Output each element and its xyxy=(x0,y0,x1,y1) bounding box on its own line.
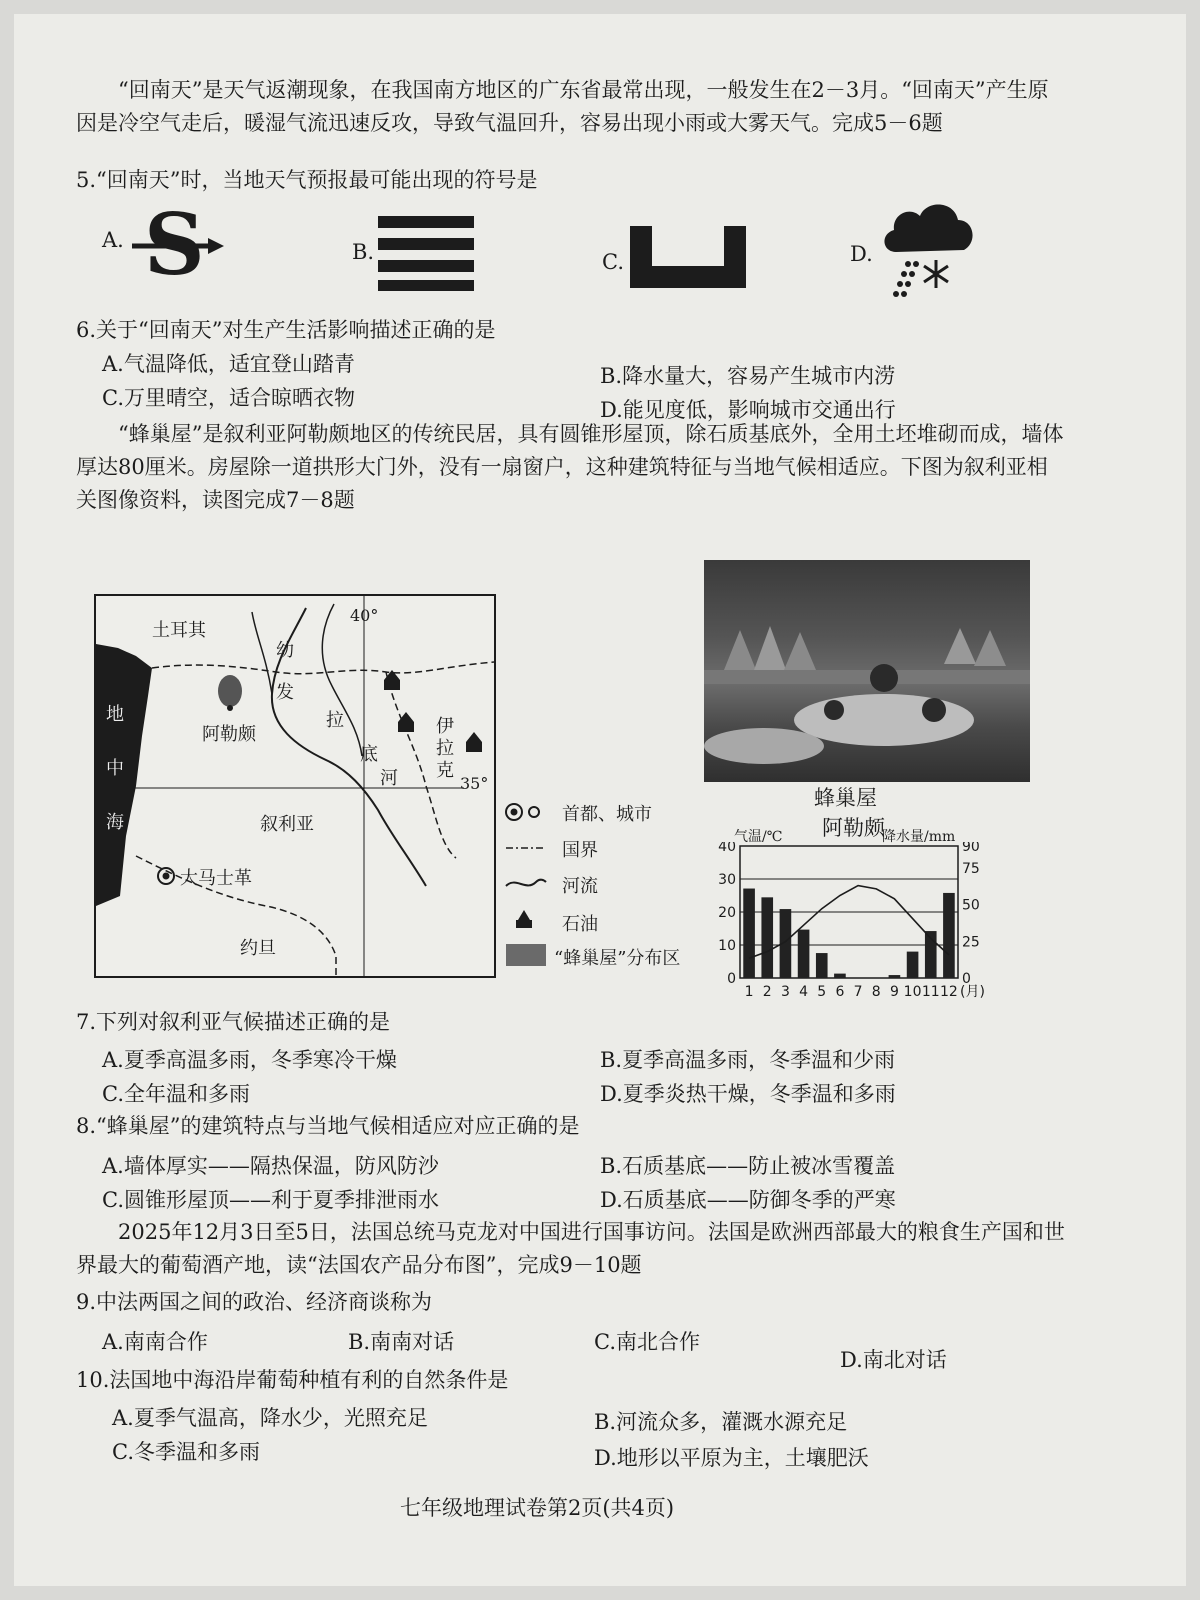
q10-option-b: B.河流众多，灌溉水源充足 xyxy=(594,1410,848,1434)
q8-option-c: C.圆锥形屋顶——利于夏季排泄雨水 xyxy=(102,1188,439,1212)
label-euphrates-1: 幼 xyxy=(276,640,294,661)
precip-bar xyxy=(907,952,919,978)
y-tick-label: 0 xyxy=(727,971,736,987)
q8-option-d: D.石质基底——防御冬季的严寒 xyxy=(600,1188,896,1212)
legend-oil: 石油 xyxy=(562,914,598,935)
y2-tick-label: 0 xyxy=(962,971,971,987)
precip-bar xyxy=(834,974,846,978)
q6-option-d: D.能见度低，影响城市交通出行 xyxy=(600,398,896,422)
label-med-sea-2: 中 xyxy=(106,758,124,779)
label-euphrates-5: 河 xyxy=(380,768,398,789)
exam-page xyxy=(14,14,1186,1586)
q10-option-a: A.夏季气温高，降水少，光照充足 xyxy=(112,1406,428,1430)
x-tick-label: 2 xyxy=(762,984,772,1000)
y2-tick-label: 50 xyxy=(962,897,980,914)
q8-option-b: B.石质基底——防止被冰雪覆盖 xyxy=(600,1154,896,1178)
q10-stem: 10.法国地中海沿岸葡萄种植有利的自然条件是 xyxy=(76,1368,509,1392)
climate-chart xyxy=(714,826,1014,1012)
q9-option-a: A.南南合作 xyxy=(102,1330,208,1354)
sandstorm-icon xyxy=(126,204,226,284)
precip-bar xyxy=(943,893,955,978)
precip-bar xyxy=(889,975,901,978)
chart-title: 阿勒颇 xyxy=(822,816,885,840)
mediterranean-coast-fill xyxy=(96,644,152,906)
q9-option-c: C.南北合作 xyxy=(594,1330,700,1354)
q10-option-d: D.地形以平原为主，土壤肥沃 xyxy=(594,1446,869,1470)
turkey-border xyxy=(152,662,494,674)
legend-hive-area: “蜂巢屋”分布区 xyxy=(554,948,681,969)
rain-gauge-icon xyxy=(628,224,748,290)
label-iraq-2: 拉 xyxy=(436,738,454,759)
syria-map xyxy=(94,594,496,978)
label-longitude-40: 40° xyxy=(350,606,379,625)
label-aleppo: 阿勒颇 xyxy=(202,724,256,745)
hive-house-photo-drawing xyxy=(704,560,1030,782)
q8-option-a: A.墙体厚实——隔热保温，防风防沙 xyxy=(102,1154,439,1178)
q9-option-d: D.南北对话 xyxy=(840,1348,947,1372)
legend-capital-city: 首都、城市 xyxy=(562,804,652,825)
river-tributary xyxy=(322,604,362,756)
y2-tick-label: 25 xyxy=(962,934,980,951)
x-tick-label: 6 xyxy=(835,984,845,1000)
x-tick-label: 5 xyxy=(817,984,827,1000)
label-euphrates-3: 拉 xyxy=(326,710,344,731)
svg-text:S: S xyxy=(144,204,205,284)
y-tick-label: 30 xyxy=(718,872,736,888)
q7-stem: 7.下列对叙利亚气候描述正确的是 xyxy=(76,1010,391,1034)
x-tick-label: 3 xyxy=(780,984,790,1000)
q6-option-c: C.万里晴空，适合晾晒衣物 xyxy=(102,386,355,410)
q5-option-b-label: B. xyxy=(352,240,375,264)
q9-stem: 9.中法两国之间的政治、经济商谈称为 xyxy=(76,1290,433,1314)
river-upper xyxy=(252,612,272,694)
x-tick-label: 8 xyxy=(871,984,881,1000)
label-jordan: 约旦 xyxy=(240,938,276,959)
x-tick-label: 12 xyxy=(940,984,958,1000)
q7-option-c: C.全年温和多雨 xyxy=(102,1082,250,1106)
rain-snow-icon xyxy=(878,194,982,298)
label-latitude-35: 35° xyxy=(460,774,489,793)
hive-house-area xyxy=(218,675,242,707)
chart-y2label: 降水量/mm xyxy=(882,829,956,845)
y2-tick-label: 75 xyxy=(962,861,980,877)
q7-option-a: A.夏季高温多雨，冬季寒冷干燥 xyxy=(102,1048,397,1072)
x-tick-label: 11 xyxy=(921,984,940,1000)
q9-option-b: B.南南对话 xyxy=(348,1330,455,1354)
label-damascus: 大马士革 xyxy=(180,868,252,889)
q5-option-d-label: D. xyxy=(850,242,873,266)
label-med-sea-3: 海 xyxy=(106,812,124,833)
map-legend xyxy=(504,794,700,994)
label-syria: 叙利亚 xyxy=(260,814,314,835)
precip-bar xyxy=(761,897,773,978)
q6-option-b: B.降水量大，容易产生城市内涝 xyxy=(600,364,896,388)
label-euphrates-2: 发 xyxy=(276,682,294,703)
x-tick-label: 7 xyxy=(853,984,863,1000)
intro-questions-7-8: “蜂巢屋”是叙利亚阿勒颇地区的传统民居，具有圆锥形屋顶，除石质基底外，全用土坯堆砌而成，墙体厚达80厘米。房屋除一道拱形大门外，没有一扇窗户，这种建筑特征与当地气候相适应。下图为叙利亚相关图像资料，读图完成7－8题 xyxy=(76,422,1064,512)
oil-icon xyxy=(466,732,482,742)
legend-river: 河流 xyxy=(562,876,598,897)
label-euphrates-4: 底 xyxy=(360,744,378,765)
chart-ylabel: 气温/℃ xyxy=(734,829,783,845)
q8-stem: 8.“蜂巢屋”的建筑特点与当地气候相适应对应正确的是 xyxy=(76,1114,580,1138)
precip-bar xyxy=(743,889,755,978)
q6-option-a: A.气温降低，适宜登山踏青 xyxy=(102,352,355,376)
photo-caption: 蜂巢屋 xyxy=(814,786,877,810)
euphrates-river xyxy=(272,608,426,886)
label-iraq-3: 克 xyxy=(436,760,454,781)
x-axis-suffix: (月) xyxy=(960,984,985,1000)
map-graphics xyxy=(96,596,494,976)
label-turkey: 土耳其 xyxy=(152,620,206,641)
q5-option-c-label: C. xyxy=(602,250,624,274)
q6-stem: 6.关于“回南天”对生产生活影响描述正确的是 xyxy=(76,318,496,342)
x-tick-label: 1 xyxy=(744,984,754,1000)
aleppo-dot xyxy=(227,705,233,711)
climate-chart-plot xyxy=(714,842,1014,1012)
q10-option-c: C.冬季温和多雨 xyxy=(112,1440,260,1464)
q5-option-a-label: A. xyxy=(102,228,124,252)
q7-option-b: B.夏季高温多雨，冬季温和少雨 xyxy=(600,1048,896,1072)
temperature-line xyxy=(749,886,949,959)
legend-symbols xyxy=(504,794,554,994)
q7-option-d: D.夏季炎热干燥，冬季温和多雨 xyxy=(600,1082,896,1106)
y-tick-label: 10 xyxy=(718,938,736,954)
q5-stem: 5.“回南天”时，当地天气预报最可能出现的符号是 xyxy=(76,168,538,192)
x-tick-label: 4 xyxy=(799,984,809,1000)
x-tick-label: 9 xyxy=(889,984,899,1000)
label-iraq-1: 伊 xyxy=(436,716,454,737)
label-med-sea-1: 地 xyxy=(106,704,124,725)
intro-questions-9-10: 2025年12月3日至5日，法国总统马克龙对中国进行国事访问。法国是欧洲西部最大的粮食生产国和世界最大的葡萄酒产地，读“法国农产品分布图”，完成9－10题 xyxy=(76,1220,1065,1277)
fog-icon xyxy=(376,214,476,292)
legend-border: 国界 xyxy=(562,840,598,861)
x-tick-label: 10 xyxy=(903,984,922,1000)
precip-bar xyxy=(816,953,828,978)
precip-bar xyxy=(798,930,810,978)
intro-questions-5-6: “回南天”是天气返潮现象，在我国南方地区的广东省最常出现，一般发生在2－3月。“回南天”产生原因是冷空气走后，暖湿气流迅速反攻，导致气温回升，容易出现小雨或大雾天气。完成5－6题 xyxy=(76,78,1049,135)
y-tick-label: 40 xyxy=(718,842,736,855)
y2-tick-label: 90 xyxy=(962,842,980,855)
hive-house-photo xyxy=(704,560,1030,782)
page-footer: 七年级地理试卷第2页(共4页) xyxy=(400,1496,675,1520)
y-tick-label: 20 xyxy=(718,905,736,921)
